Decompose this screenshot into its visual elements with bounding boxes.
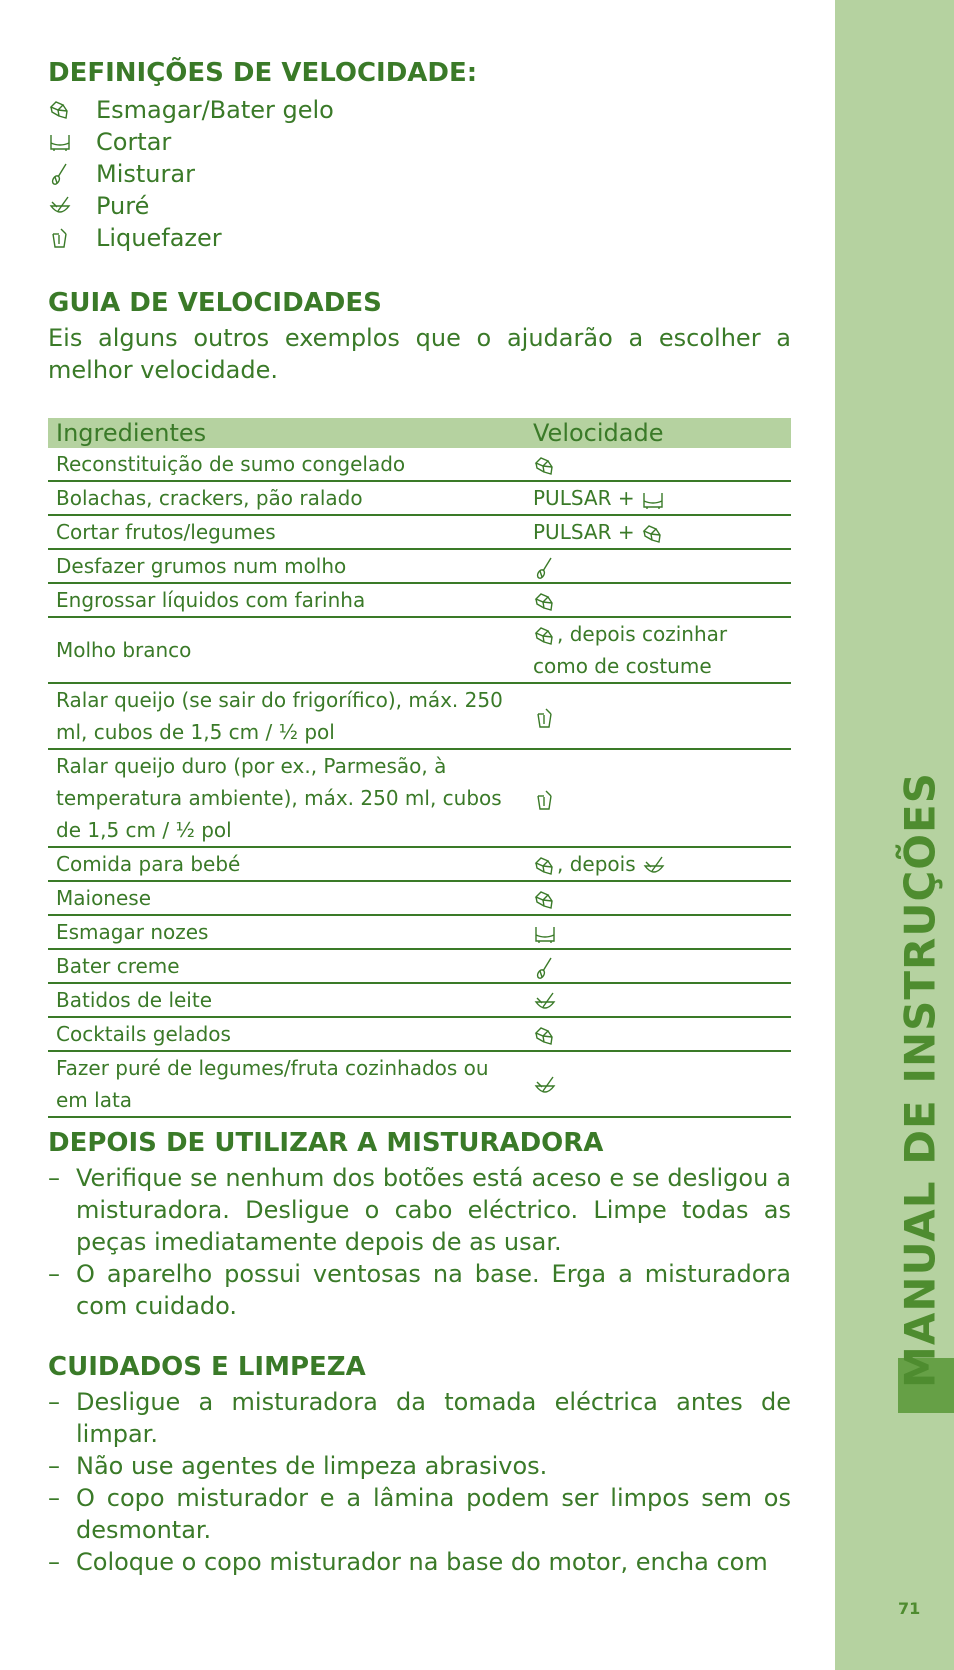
speed-cell <box>525 448 791 481</box>
bullet-dash: – <box>48 1164 60 1192</box>
table-row <box>48 847 791 881</box>
whisk-icon <box>533 556 557 580</box>
cleaning-item-text: O copo misturador e a lâmina podem ser limpos sem os desmontar. <box>76 1484 791 1544</box>
ice-crush-icon <box>533 1024 557 1048</box>
speed-cell <box>525 949 791 983</box>
speed-cell <box>525 1017 791 1051</box>
chop-icon <box>641 488 665 512</box>
bullet-dash: – <box>48 1260 60 1288</box>
chop-icon <box>533 922 557 946</box>
liquefy-icon <box>533 788 557 812</box>
ice-crush-icon <box>533 590 557 614</box>
ingredient-cell: Batidos de leite <box>48 983 525 1017</box>
speed-definition-label: Cortar <box>96 128 172 156</box>
after-use-item <box>48 1162 791 1258</box>
cleaning-item <box>48 1386 791 1450</box>
cleaning-item-text: Desligue a misturadora da tomada eléctrica antes de limpar. <box>76 1388 791 1448</box>
table-row <box>48 915 791 949</box>
liquefy-icon <box>533 706 557 730</box>
cleaning-list <box>48 1386 791 1578</box>
ingredient-cell: Comida para bebé <box>48 847 525 881</box>
ingredient-cell: Ralar queijo (se sair do frigorífico), máx. 250 ml, cubos de 1,5 cm / ½ pol <box>48 683 525 749</box>
ice-crush-icon <box>533 624 557 648</box>
speed-suffix: , depois <box>557 852 642 876</box>
puree-icon <box>533 1074 557 1098</box>
table-row <box>48 583 791 617</box>
speed-cell <box>525 683 791 749</box>
table-header-row <box>48 418 791 448</box>
cleaning-item-text: Coloque o copo misturador na base do motor, encha com <box>76 1548 768 1576</box>
ice-crush-icon <box>48 98 72 122</box>
speed-prefix: PULSAR + <box>533 486 641 510</box>
speed-cell <box>525 915 791 949</box>
speed-cell <box>525 1051 791 1117</box>
ingredient-cell: Cocktails gelados <box>48 1017 525 1051</box>
ice-crush-icon <box>533 454 557 478</box>
speed-cell <box>525 749 791 847</box>
speed-suffix: , depois cozinhar como de costume <box>533 622 728 678</box>
after-use-item-text: Verifique se nenhum dos botões está aceso e se desligou a misturadora. Desligue o cabo eléctrico. Limpe todas as peças imediatamente depois de as usar. <box>76 1164 791 1256</box>
speed-definition-item <box>48 222 334 254</box>
ingredient-cell: Cortar frutos/legumes <box>48 515 525 549</box>
speed-guide-intro: Eis alguns outros exemplos que o ajudarão a escolher a melhor velocidade. <box>48 324 791 384</box>
speed-cell <box>525 617 791 683</box>
ingredient-cell: Molho branco <box>48 617 525 683</box>
whisk-icon <box>533 956 557 980</box>
speed-definition-label: Esmagar/Bater gelo <box>96 96 334 124</box>
ingredient-cell: Esmagar nozes <box>48 915 525 949</box>
bullet-dash: – <box>48 1388 60 1416</box>
ingredient-cell: Reconstituição de sumo congelado <box>48 448 525 481</box>
table-row <box>48 549 791 583</box>
table-row <box>48 515 791 549</box>
cleaning-item <box>48 1546 791 1578</box>
speed-cell <box>525 847 791 881</box>
table-row <box>48 448 791 481</box>
speed-definition-item <box>48 94 334 126</box>
bullet-dash: – <box>48 1484 60 1512</box>
ingredient-cell: Fazer puré de legumes/fruta cozinhados ou em lata <box>48 1051 525 1117</box>
table-row <box>48 983 791 1017</box>
table-row <box>48 881 791 915</box>
chop-icon <box>48 130 72 154</box>
after-use-item-text: O aparelho possui ventosas na base. Erga a misturadora com cuidado. <box>76 1260 791 1320</box>
ice-crush-icon <box>533 888 557 912</box>
speed-definitions-heading: DEFINIÇÕES DE VELOCIDADE: <box>48 58 478 88</box>
speed-guide-heading: GUIA DE VELOCIDADES <box>48 288 382 318</box>
manual-title: MANUAL DE INSTRUÇÕES <box>895 772 945 1388</box>
liquefy-icon <box>48 226 72 250</box>
ingredient-cell: Ralar queijo duro (por ex., Parmesão, à temperatura ambiente), máx. 250 ml, cubos de 1,5 cm / ½ pol <box>48 749 525 847</box>
ice-crush-icon <box>641 522 665 546</box>
speed-definition-item <box>48 158 334 190</box>
speed-cell <box>525 549 791 583</box>
after-use-heading: DEPOIS DE UTILIZAR A MISTURADORA <box>48 1128 604 1158</box>
cleaning-item <box>48 1482 791 1546</box>
speed-cell <box>525 583 791 617</box>
ingredient-cell: Bolachas, crackers, pão ralado <box>48 481 525 515</box>
table-row <box>48 683 791 749</box>
page-number: 71 <box>898 1599 921 1618</box>
speed-definition-label: Misturar <box>96 160 195 188</box>
col-ingredients-header: Ingredientes <box>48 418 525 448</box>
table-row <box>48 481 791 515</box>
bullet-dash: – <box>48 1452 60 1480</box>
speed-definition-label: Liquefazer <box>96 224 222 252</box>
cleaning-item-text: Não use agentes de limpeza abrasivos. <box>76 1452 548 1480</box>
ingredient-cell: Bater creme <box>48 949 525 983</box>
ice-crush-icon <box>533 854 557 878</box>
speed-guide-table <box>48 418 791 1118</box>
table-row <box>48 617 791 683</box>
speed-cell <box>525 481 791 515</box>
speed-definition-item <box>48 126 334 158</box>
col-speed-header: Velocidade <box>525 418 791 448</box>
table-row <box>48 949 791 983</box>
speed-cell <box>525 983 791 1017</box>
speed-cell <box>525 515 791 549</box>
speed-definition-item <box>48 190 334 222</box>
whisk-icon <box>48 162 72 186</box>
ingredient-cell: Engrossar líquidos com farinha <box>48 583 525 617</box>
table-row <box>48 1051 791 1117</box>
table-row <box>48 749 791 847</box>
speed-cell <box>525 881 791 915</box>
ingredient-cell: Desfazer grumos num molho <box>48 549 525 583</box>
puree-icon <box>48 194 72 218</box>
speed-definition-label: Puré <box>96 192 150 220</box>
bullet-dash: – <box>48 1548 60 1576</box>
puree-icon <box>642 854 666 878</box>
cleaning-item <box>48 1450 791 1482</box>
table-row <box>48 1017 791 1051</box>
speed-prefix: PULSAR + <box>533 520 641 544</box>
after-use-item <box>48 1258 791 1322</box>
ingredient-cell: Maionese <box>48 881 525 915</box>
after-use-list <box>48 1162 791 1322</box>
speed-definitions-list <box>48 94 334 254</box>
cleaning-heading: CUIDADOS E LIMPEZA <box>48 1352 366 1382</box>
puree-icon <box>533 990 557 1014</box>
